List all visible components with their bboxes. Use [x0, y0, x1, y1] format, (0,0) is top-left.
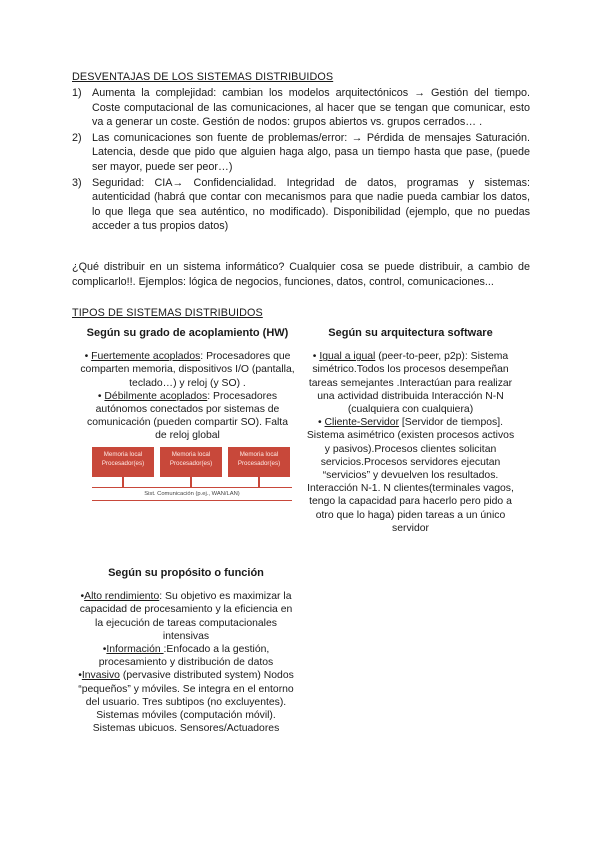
- node-box: Memoria local Procesador(es): [228, 447, 290, 477]
- list-item: • Cliente-Servidor [Servidor de tiempos]. Sistema asimétrico (existen procesos activos y pasivos).Procesos clientes solicitan servicios.Procesos servidores ejecutan “servicios” y devuelven los resultados. Interacción N-1. N clientes(terminales vagos, tengo la capacidad para hacerlo pero pido a otro que lo haga) piden tareas a un único servidor: [306, 417, 515, 534]
- communication-bus: Sist. Comunicación (p.ej., WAN/LAN): [92, 487, 292, 501]
- list-item: 3) Seguridad: CIA→ Confidencialidad. Integridad de datos, programas y sistemas: autenticidad (habrá que contar con mecanismos para que nadie pueda cambiar los datos, lo que llega que sea auténtico, no modificado). Disponibilidad (ejemplo, que no puedas acceder a tus propios datos): [72, 176, 530, 233]
- question-paragraph: ¿Qué distribuir en un sistema informático? Cualquier cosa se puede distribuir, a cambio de complicarlo!!. Ejemplos: lógica de negocios, funciones, datos, control, comunicaciones...: [72, 261, 530, 288]
- connector: [122, 477, 124, 487]
- column-title: Según su propósito o función: [108, 567, 264, 579]
- list-item: •Invasivo (pervasive distributed system) Nodos “pequeños” y móviles. Se integra en el entorno del usuario. Tres subtipos (no excluyentes). Sistemas móviles (computación móvil). Sistemas ubicuos. Sensores/Actuadores: [78, 670, 294, 735]
- proposito-column: [78, 567, 294, 735]
- list-item: • Débilmente acoplados: Procesadores autónomos conectados por sistemas de comunicación (pueden compartir SO). Falta de reloj global: [87, 390, 288, 442]
- section-heading-desventajas: DESVENTAJAS DE LOS SISTEMAS DISTRIBUIDOS: [72, 71, 334, 83]
- column-title: Según su arquitectura software: [328, 327, 493, 339]
- list-item: 1) Aumenta la complejidad: cambian los modelos arquitectónicos → Gestión del tiempo. Coste computacional de las comunicaciones, al hacer que se tengan que comunicar, esto va a generar un coste. Gestión de nodos: grupos abiertos vs. grupos cerrados… .: [72, 87, 530, 129]
- node-box: Memoria local Procesador(es): [92, 447, 154, 477]
- list-item: • Fuertemente acoplados: Procesadores que comparten memoria, dispositivos I/O (pantalla, teclado…) y reloj (y SO) .: [80, 351, 295, 389]
- list-item: •Alto rendimiento: Su objetivo es maximizar la capacidad de procesamiento y la eficiencia en la ejecución de tareas computacionales intensivas: [79, 591, 293, 642]
- column-title: Según su grado de acoplamiento (HW): [86, 327, 289, 339]
- arquitectura-column: [303, 327, 518, 535]
- desventajas-list: [72, 86, 530, 235]
- coupling-diagram: [92, 447, 292, 513]
- node-box: Memoria local Procesador(es): [160, 447, 222, 477]
- acoplamiento-column: [80, 327, 295, 443]
- connector: [258, 477, 260, 487]
- section-heading-tipos: TIPOS DE SISTEMAS DISTRIBUIDOS: [72, 307, 263, 319]
- list-item: 2) Las comunicaciones son fuente de problemas/error: → Pérdida de mensajes Saturación. Latencia, desde que pido que alguien haga algo, pasa un tiempo hasta que pase, (puede ser mayor, puede ser peor…): [72, 131, 530, 173]
- list-item: • Igual a igual (peer-to-peer, p2p): Sistema simétrico.Todos los procesos desempeñan tareas semejantes .Interactúan para realizar una actividad distribuida Interacción N-N (cualquiera con cualquiera): [308, 351, 513, 416]
- list-item: •Información :Enfocado a la gestión, procesamiento y distribución de datos: [98, 644, 274, 669]
- connector: [190, 477, 192, 487]
